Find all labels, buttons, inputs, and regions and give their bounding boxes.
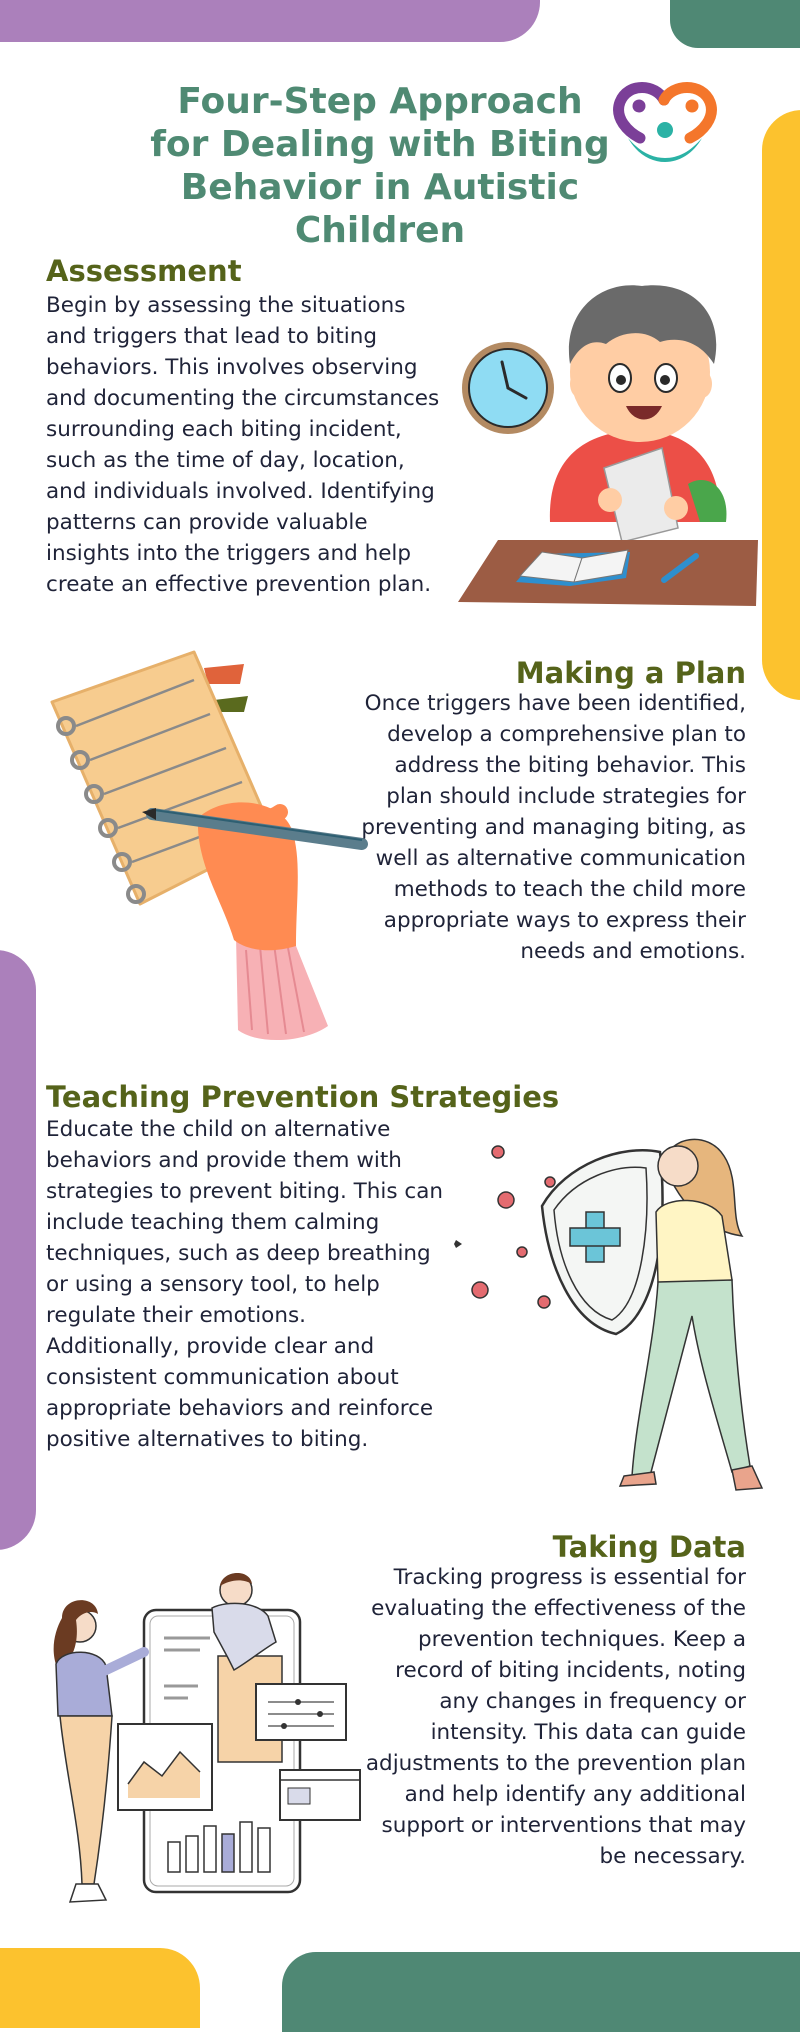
child-at-desk-with-clock-icon <box>430 272 760 612</box>
section-heading-taking-data: Taking Data <box>552 1530 746 1564</box>
right-yellow-band <box>762 110 800 700</box>
section-heading-assessment: Assessment <box>46 254 242 288</box>
section-body-taking-data: Tracking progress is essential for evaluating the effectiveness of the prevention techniques. Keep a record of biting incidents, noting any changes in frequency or intensity. This data can guide adjustments to the prevention plan and help identify any additional support or interventions that may be necessary. <box>365 1565 746 1869</box>
section-body-teaching-prevention: Educate the child on alternative behaviors and provide them with strategies to prevent biting. This can include teaching them calming techniques, such as deep breathing or using a sensory tool, to help regulate their emotions. Additionally, provide clear and consistent communication about appropriate behaviors and reinforce positive alternatives to biting. <box>46 1117 444 1452</box>
hand-writing-in-notebook-icon <box>46 650 376 1040</box>
left-purple-band <box>0 950 36 1550</box>
top-purple-band <box>0 0 540 42</box>
top-teal-band <box>670 0 800 48</box>
section-heading-teaching-prevention: Teaching Prevention Strategies <box>46 1080 560 1114</box>
person-with-shield-and-germs-icon <box>446 1116 776 1506</box>
section-body-assessment: Begin by assessing the situations and triggers that lead to biting behaviors. This involves observing and documenting the circumstances surrounding each biting incident, such as the time of day, location, and individuals involved. Identifying patterns can provide valuable insights into the triggers and help create an effective prevention plan. <box>46 293 440 597</box>
page-title: Four-Step Approach for Dealing with Biting Behavior in Autistic Children <box>150 81 610 251</box>
section-heading-making-a-plan: Making a Plan <box>515 656 746 690</box>
bottom-teal-band <box>282 1952 800 2032</box>
bottom-yellow-band <box>0 1948 200 2028</box>
section-body-making-a-plan: Once triggers have been identified, develop a comprehensive plan to address the biting behavior. This plan should include strategies for preventing and managing biting, as well as alternative communication methods to teach the child more appropriate ways to express their needs and emotions. <box>361 691 746 964</box>
heart-people-logo-icon <box>606 78 726 174</box>
people-with-data-dashboard-icon <box>36 1566 366 1906</box>
